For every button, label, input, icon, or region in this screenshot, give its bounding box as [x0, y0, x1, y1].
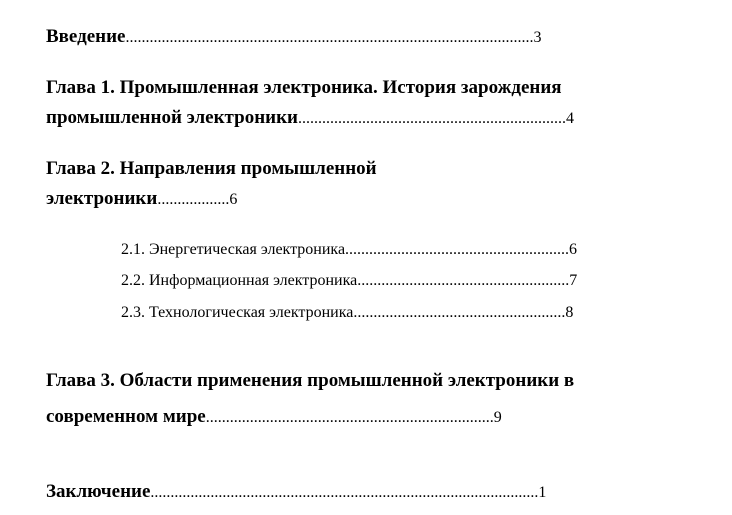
toc-entry-chapter-2-line-2 [46, 189, 237, 208]
toc-entry-title: промышленной электроники [46, 107, 298, 128]
toc-entry-title: современном мире [46, 406, 206, 427]
toc-page-number: 8 [565, 304, 574, 321]
toc-page-number: 7 [569, 272, 578, 289]
toc-leader-dots: ................................................................................................. [150, 484, 539, 501]
toc-page-number: 6 [229, 191, 238, 208]
toc-entry-title: электроники [46, 188, 158, 209]
toc-page-number: 9 [493, 409, 502, 426]
toc-entry-title: 2.3. Технологическая электроника [121, 304, 354, 321]
toc-page-number: 3 [533, 29, 542, 46]
toc-entry-conclusion [46, 482, 546, 501]
toc-entry-title: Глава 2. Направления промышленной [46, 158, 377, 179]
toc-entry-chapter-1-line-1 [46, 78, 562, 97]
toc-leader-dots: ................................................................... [297, 110, 566, 127]
toc-leader-dots: ..................................................... [353, 304, 566, 321]
toc-subentry-2-1 [121, 242, 577, 258]
toc-entry-title: Глава 1. Промышленная электроника. История зарождения [46, 77, 562, 98]
toc-leader-dots: ...................................................................................................... [125, 29, 534, 46]
toc-leader-dots: ..................................................... [357, 272, 570, 289]
toc-entry-chapter-2-line-1 [46, 159, 377, 178]
toc-entry-title: Введение [46, 26, 126, 47]
toc-leader-dots: ........................................................................ [205, 409, 494, 426]
toc-entry-title: 2.2. Информационная электроника [121, 272, 358, 289]
toc-leader-dots: .................. [157, 191, 230, 208]
toc-entry-chapter-1-line-2 [46, 108, 574, 127]
toc-leader-dots: ........................................................ [345, 241, 570, 258]
toc-entry-title: 2.1. Энергетическая электроника [121, 241, 346, 258]
toc-page-number: 1 [538, 484, 547, 501]
toc-subentry-2-3 [121, 305, 573, 321]
toc-entry-intro [46, 27, 542, 46]
toc-entry-chapter-3-line-1 [46, 371, 574, 390]
toc-subentry-2-2 [121, 273, 577, 289]
toc-page-number: 4 [565, 110, 574, 127]
toc-entry-title: Глава 3. Области применения промышленной электроники в [46, 370, 575, 391]
toc-entry-chapter-3-line-2 [46, 407, 502, 426]
toc-page-number: 6 [569, 241, 578, 258]
toc-entry-title: Заключение [46, 481, 151, 502]
